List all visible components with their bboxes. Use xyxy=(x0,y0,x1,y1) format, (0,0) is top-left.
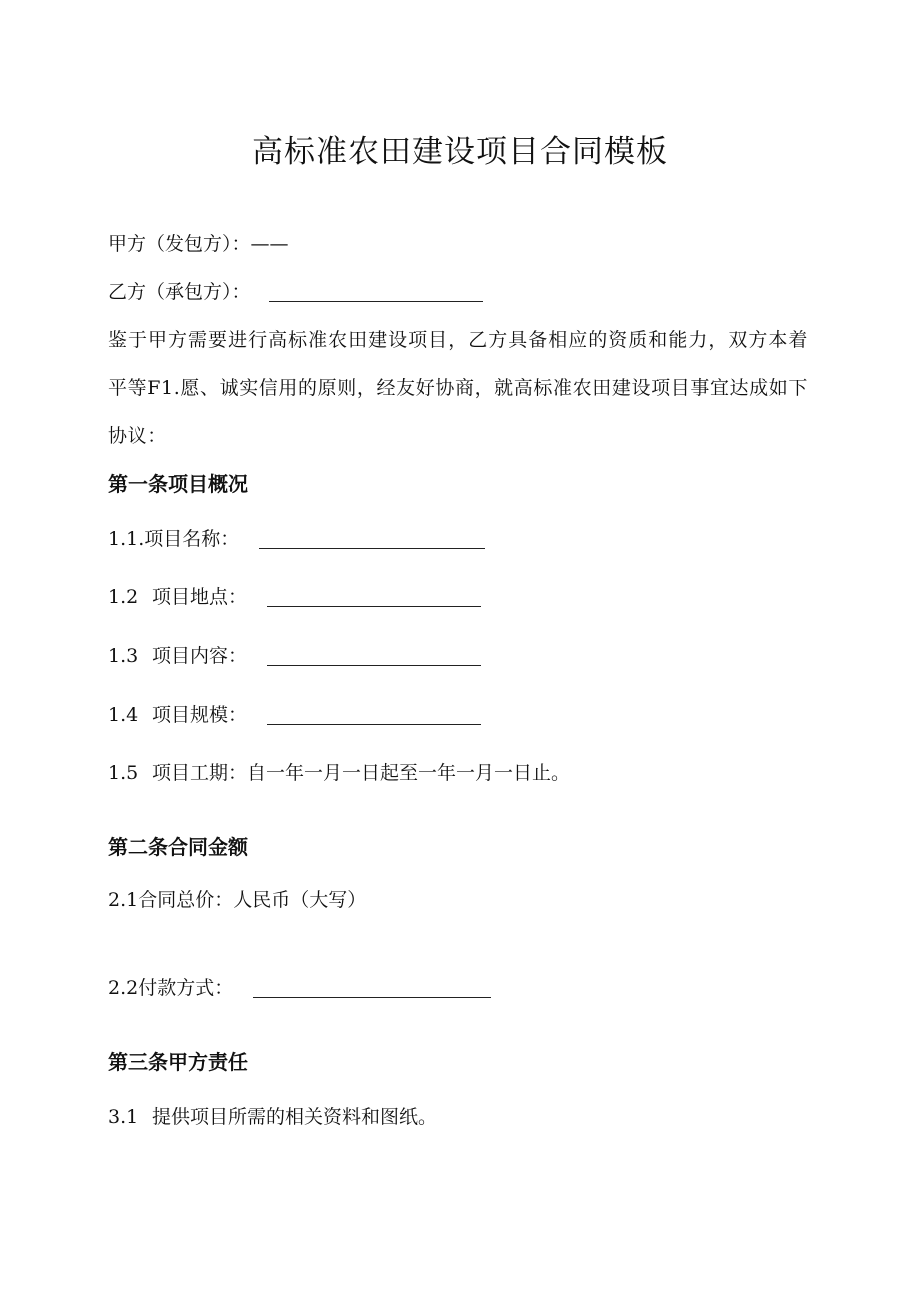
item-num: 2.2 xyxy=(108,977,139,999)
party-a-label: 甲方（发包方）： xyxy=(108,233,251,255)
party-b-line xyxy=(108,280,483,304)
item-num: 2.1 xyxy=(108,889,139,911)
page-title: 高标准农田建设项目合同模板 xyxy=(252,134,668,170)
item-label: 付款方式： xyxy=(138,977,234,999)
project-location-blank[interactable] xyxy=(267,588,481,607)
item-num: 1.2 xyxy=(108,586,139,608)
item-label: 合同总价：人民币（大写） xyxy=(138,889,367,911)
party-b-label: 乙方（承包方）： xyxy=(108,281,251,303)
item-label: 项目工期：自一年一月一日起至一年一月一日止。 xyxy=(152,762,571,784)
party-b-blank[interactable] xyxy=(269,283,483,302)
item-2-1 xyxy=(108,888,366,912)
payment-method-blank[interactable] xyxy=(253,979,491,998)
item-1-4 xyxy=(108,703,481,727)
project-content-blank[interactable] xyxy=(267,647,481,666)
item-label: 提供项目所需的相关资料和图纸。 xyxy=(152,1106,438,1128)
item-label: 项目地点： xyxy=(152,586,248,608)
preamble-paragraph: 鉴于甲方需要进行高标准农田建设项目，乙方具备相应的资质和能力，双方本着平等F1.愿、诚实信用的原则，经友好协商，就高标准农田建设项目事宜达成如下协议： xyxy=(108,329,808,447)
item-1-5 xyxy=(108,761,570,785)
item-2-2 xyxy=(108,976,491,1000)
article1-heading: 第一条项目概况 xyxy=(108,472,248,496)
item-label: 项目规模： xyxy=(152,704,248,726)
party-a-value: —— xyxy=(250,233,289,255)
item-3-1 xyxy=(108,1105,437,1129)
article2-heading: 第二条合同金额 xyxy=(108,835,248,859)
article3-heading: 第三条甲方责任 xyxy=(108,1050,248,1074)
party-a-line xyxy=(108,232,289,256)
item-1-1 xyxy=(108,527,485,551)
project-scale-blank[interactable] xyxy=(267,706,481,725)
item-1-2 xyxy=(108,585,481,609)
item-label: 项目内容： xyxy=(152,645,248,667)
item-num: 1.5 xyxy=(108,762,139,784)
item-1-3 xyxy=(108,644,481,668)
item-num: 3.1 xyxy=(108,1106,139,1128)
item-num: 1.3 xyxy=(108,645,139,667)
item-num: 1.4 xyxy=(108,704,139,726)
project-name-blank[interactable] xyxy=(259,530,485,549)
item-num: 1.1. xyxy=(108,528,145,550)
item-label: 项目名称： xyxy=(144,528,240,550)
